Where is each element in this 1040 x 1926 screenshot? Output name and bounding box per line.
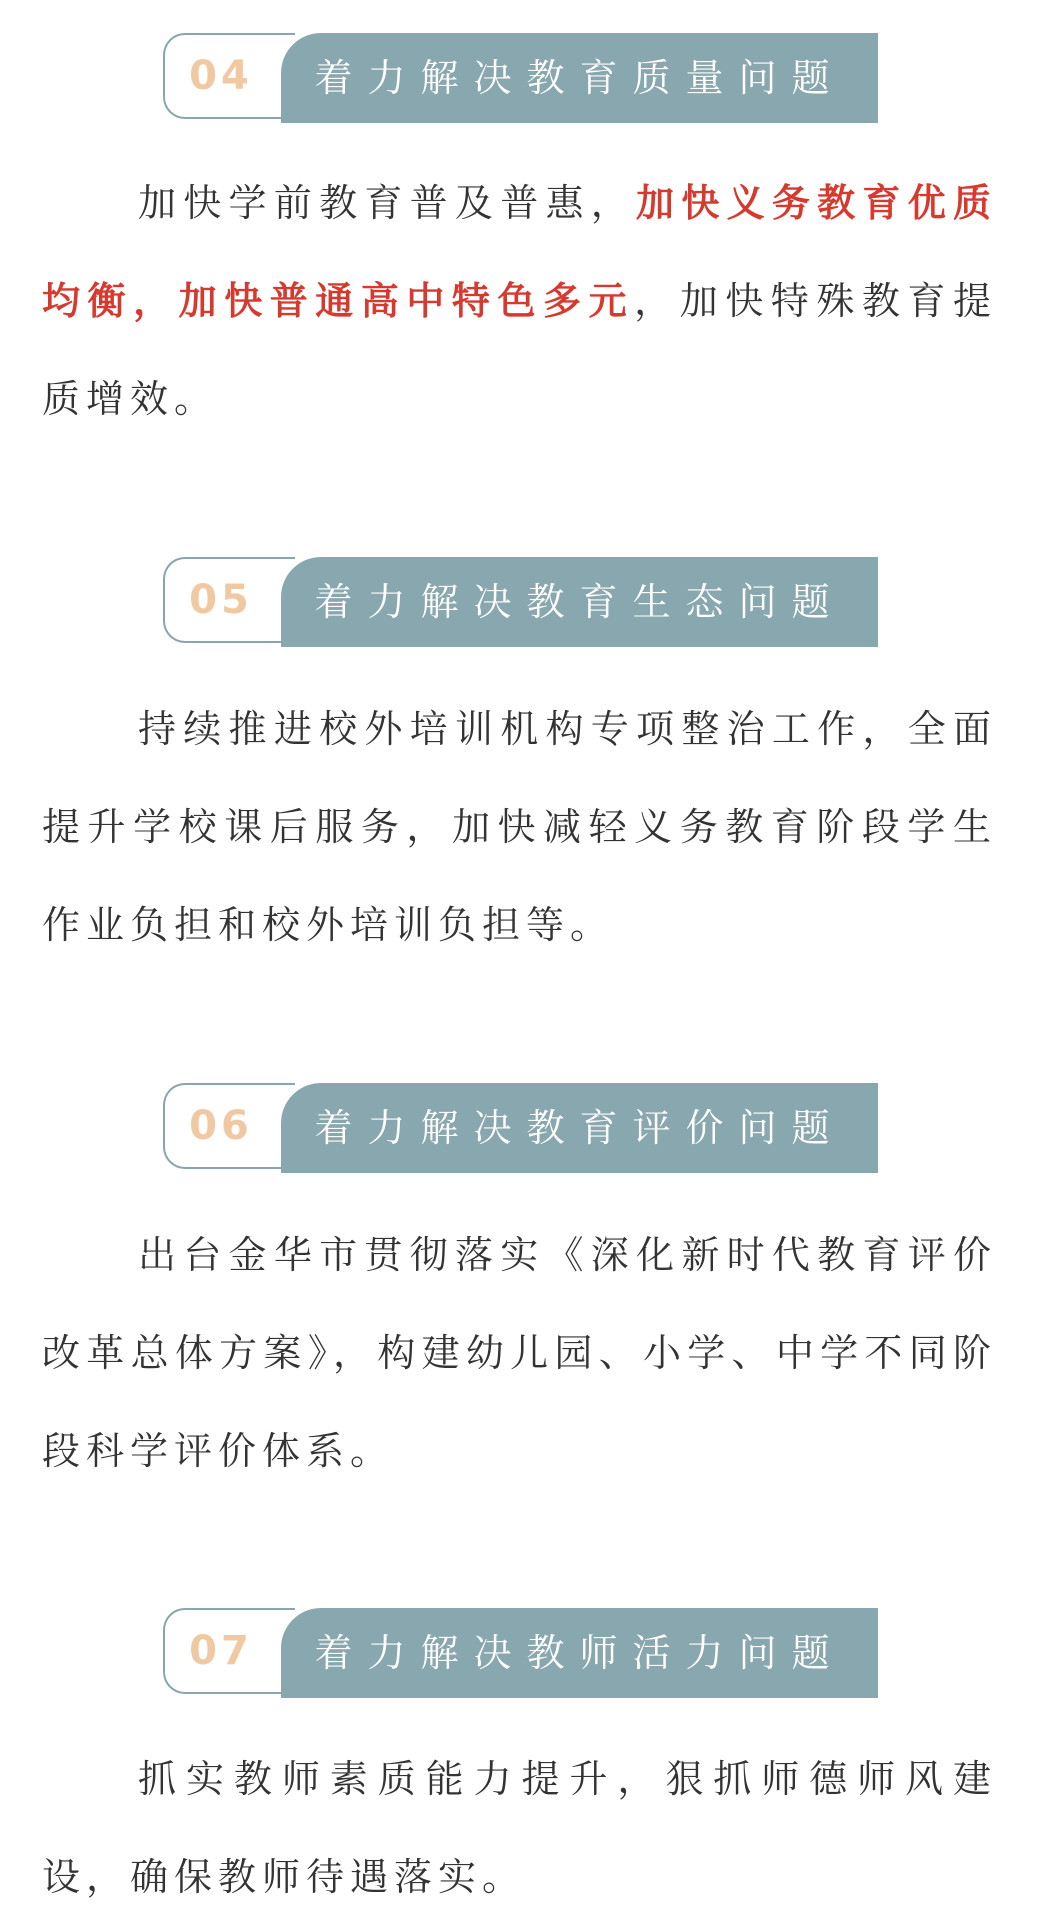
section-paragraph [42, 154, 997, 448]
section-header-04 [163, 33, 878, 123]
section-header-06 [163, 1083, 878, 1173]
section-number: 06 [189, 1103, 253, 1149]
section-title: 着力解决教育生态问题 [314, 580, 845, 624]
section-paragraph: 出台金华市贯彻落实《深化新时代教育评价改革总体方案》，构建幼儿园、小学、中学不同阶段科学评价体系。 [42, 1233, 997, 1473]
section-number: 04 [189, 53, 253, 99]
section-title: 着力解决教师活力问题 [314, 1631, 845, 1675]
section-title: 着力解决教育评价问题 [314, 1106, 845, 1150]
section-number: 05 [189, 577, 253, 623]
section-paragraph: 抓实教师素质能力提升，狠抓师德师风建设，确保教师待遇落实。 [42, 1757, 997, 1899]
paragraph-text: ，加快特殊教育提质增效。 [42, 279, 997, 421]
section-paragraph: 持续推进校外培训机构专项整治工作，全面提升学校课后服务，加快减轻义务教育阶段学生作业负担和校外培训负担等。 [42, 707, 997, 947]
section-title: 着力解决教育质量问题 [314, 56, 845, 100]
section-header-07 [163, 1608, 878, 1698]
section-number: 07 [189, 1628, 253, 1674]
paragraph-text: 加快学前教育普及普惠， [138, 181, 637, 225]
highlighted-text: 加快义务教育优质均衡，加快普通高中特色多元 [42, 181, 997, 323]
section-header-05 [163, 557, 878, 647]
